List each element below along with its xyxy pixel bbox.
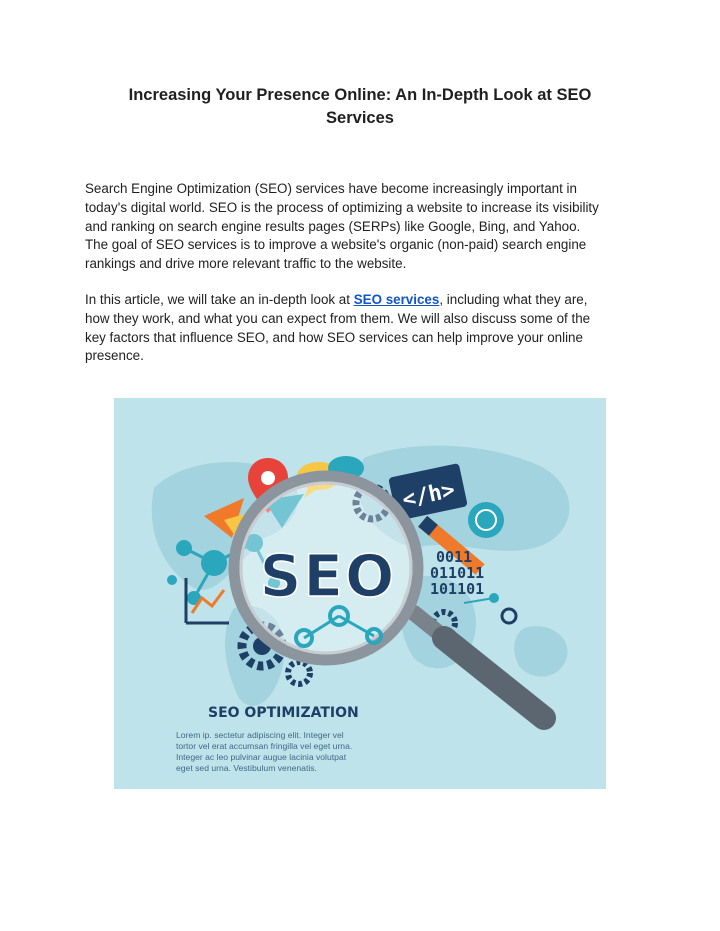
- paragraph-line: and ranking on search engine results pages (SERPs) like Google, Bing, and Yahoo.: [85, 218, 581, 234]
- document-title: [90, 84, 630, 130]
- paragraph-line: key factors that influence SEO, and how SEO services can help improve your online: [85, 329, 583, 345]
- caption-title: SEO OPTIMIZATION: [208, 705, 359, 721]
- touch-icon: [468, 502, 504, 538]
- seo-headline: SEO: [259, 542, 397, 610]
- code-tag-text: </h>: [400, 477, 458, 514]
- article-overview-paragraph: [85, 291, 645, 366]
- binary-line: 011011: [430, 564, 485, 582]
- seo-services-link[interactable]: SEO services: [353, 292, 440, 307]
- paragraph-line: today's digital world. SEO is the process of optimizing a website to increase its visibility: [85, 199, 599, 215]
- binary-line: 0011: [436, 548, 473, 566]
- text-after-link: , including what they are,: [439, 292, 588, 307]
- caption-line: Lorem ip. sectetur adipiscing elit. Integer vel: [176, 730, 344, 740]
- paragraph-line: Search Engine Optimization (SEO) services have become increasingly important in: [85, 181, 577, 196]
- text-before-link: In this article, we will take an in-depth look at: [85, 292, 354, 307]
- caption-line: tortor vel erat accumsan fringilla vel eget urna.: [176, 741, 353, 751]
- binary-code: [430, 548, 484, 598]
- intro-paragraph: [85, 180, 645, 274]
- title-line-1: Increasing Your Presence Online: An In-Depth Look at SEO: [128, 86, 592, 104]
- seo-illustration: [114, 398, 606, 789]
- title-line-2: Services: [326, 109, 394, 127]
- paragraph-line: presence.: [85, 348, 144, 364]
- paragraph-line: rankings and drive more relevant traffic to the website.: [85, 256, 407, 272]
- paragraph-line: how they work, and what you can expect from them. We will also discuss some of the: [85, 310, 591, 326]
- caption-line: Integer ac leo pulvinar augue lacinia volutpat: [176, 752, 347, 762]
- paragraph-line: [85, 291, 645, 310]
- binary-line: 101101: [430, 580, 485, 598]
- paragraph-line: The goal of SEO services is to improve a website's organic (non-paid) search engine: [85, 237, 587, 253]
- caption-line: eget sed urna. Vestibulum venenatis.: [176, 763, 317, 773]
